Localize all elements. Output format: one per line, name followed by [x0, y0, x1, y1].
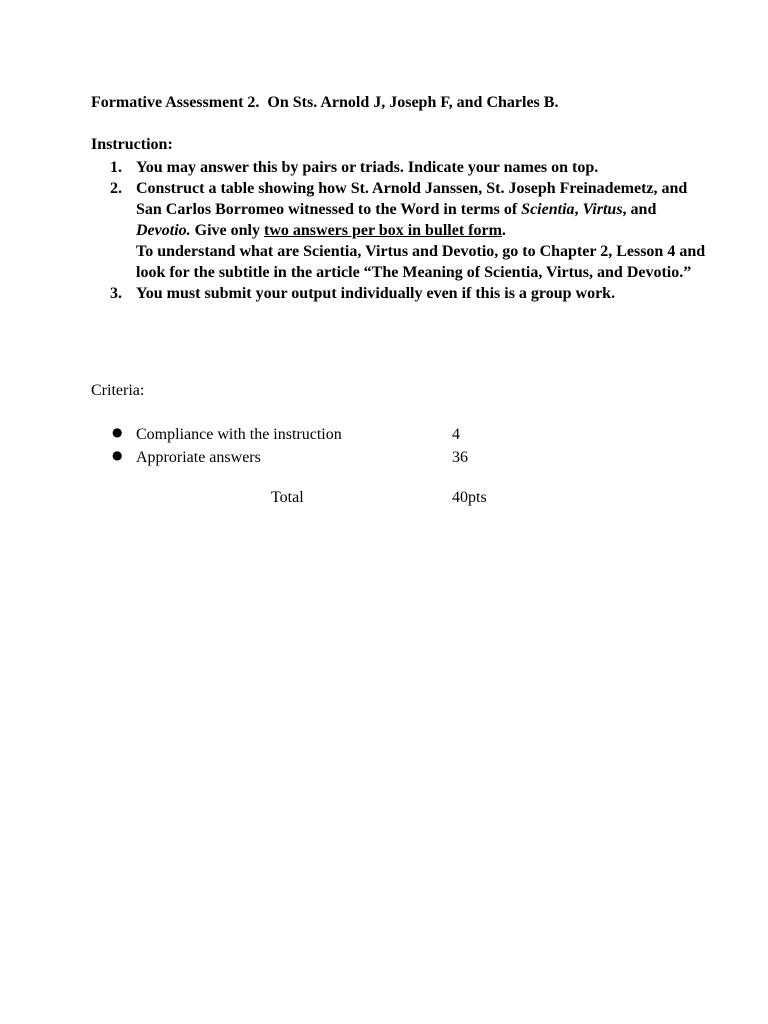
item-text [136, 180, 687, 239]
criteria-label: Compliance with the instruction [136, 426, 342, 443]
term-devotio: Devotio. [136, 222, 191, 239]
item-note: To understand what are Scientia, Virtus and Devotio, go to Chapter 2, Lesson 4 and look for the subtitle in the article “The Meaning of Scientia, Virtus, and Devotio.” [136, 243, 706, 281]
total-value: 40pts [452, 489, 487, 506]
item-number: 3. [110, 285, 122, 302]
item-text-part: Give only [190, 222, 264, 239]
item-number: 2. [110, 180, 122, 197]
bullet-icon: ● [112, 425, 123, 439]
criteria-points: 4 [452, 426, 460, 443]
total-label: Total [271, 489, 304, 506]
instruction-item-3 [110, 283, 710, 304]
item-text-part: . [501, 222, 506, 239]
document-title: Formative Assessment 2. On Sts. Arnold J, Joseph F, and Charles B. [91, 94, 559, 111]
instruction-heading: Instruction: [91, 136, 173, 153]
term-virtus: Virtus [582, 201, 623, 218]
item-text: You must submit your output individually even if this is a group work. [136, 285, 616, 302]
instruction-list [110, 157, 710, 304]
criteria-heading: Criteria: [91, 382, 145, 399]
term-scientia: Scientia [521, 201, 575, 218]
criteria-points: 36 [452, 449, 468, 466]
bullet-icon: ● [112, 448, 123, 462]
underlined-requirement: two answers per box in bullet form [264, 222, 502, 239]
item-text: You may answer this by pairs or triads. Indicate your names on top. [136, 159, 599, 176]
separator: , and [622, 201, 657, 218]
instruction-item-2 [110, 178, 710, 283]
item-number: 1. [110, 159, 122, 176]
separator: , [574, 201, 583, 218]
criteria-label: Approriate answers [136, 449, 261, 466]
instruction-item-1 [110, 157, 710, 178]
item-text-part: Construct a table showing how St. Arnold Janssen, St. Joseph Freinademetz, and San Carlos Borromeo witnessed to the Word in terms of [136, 180, 688, 218]
